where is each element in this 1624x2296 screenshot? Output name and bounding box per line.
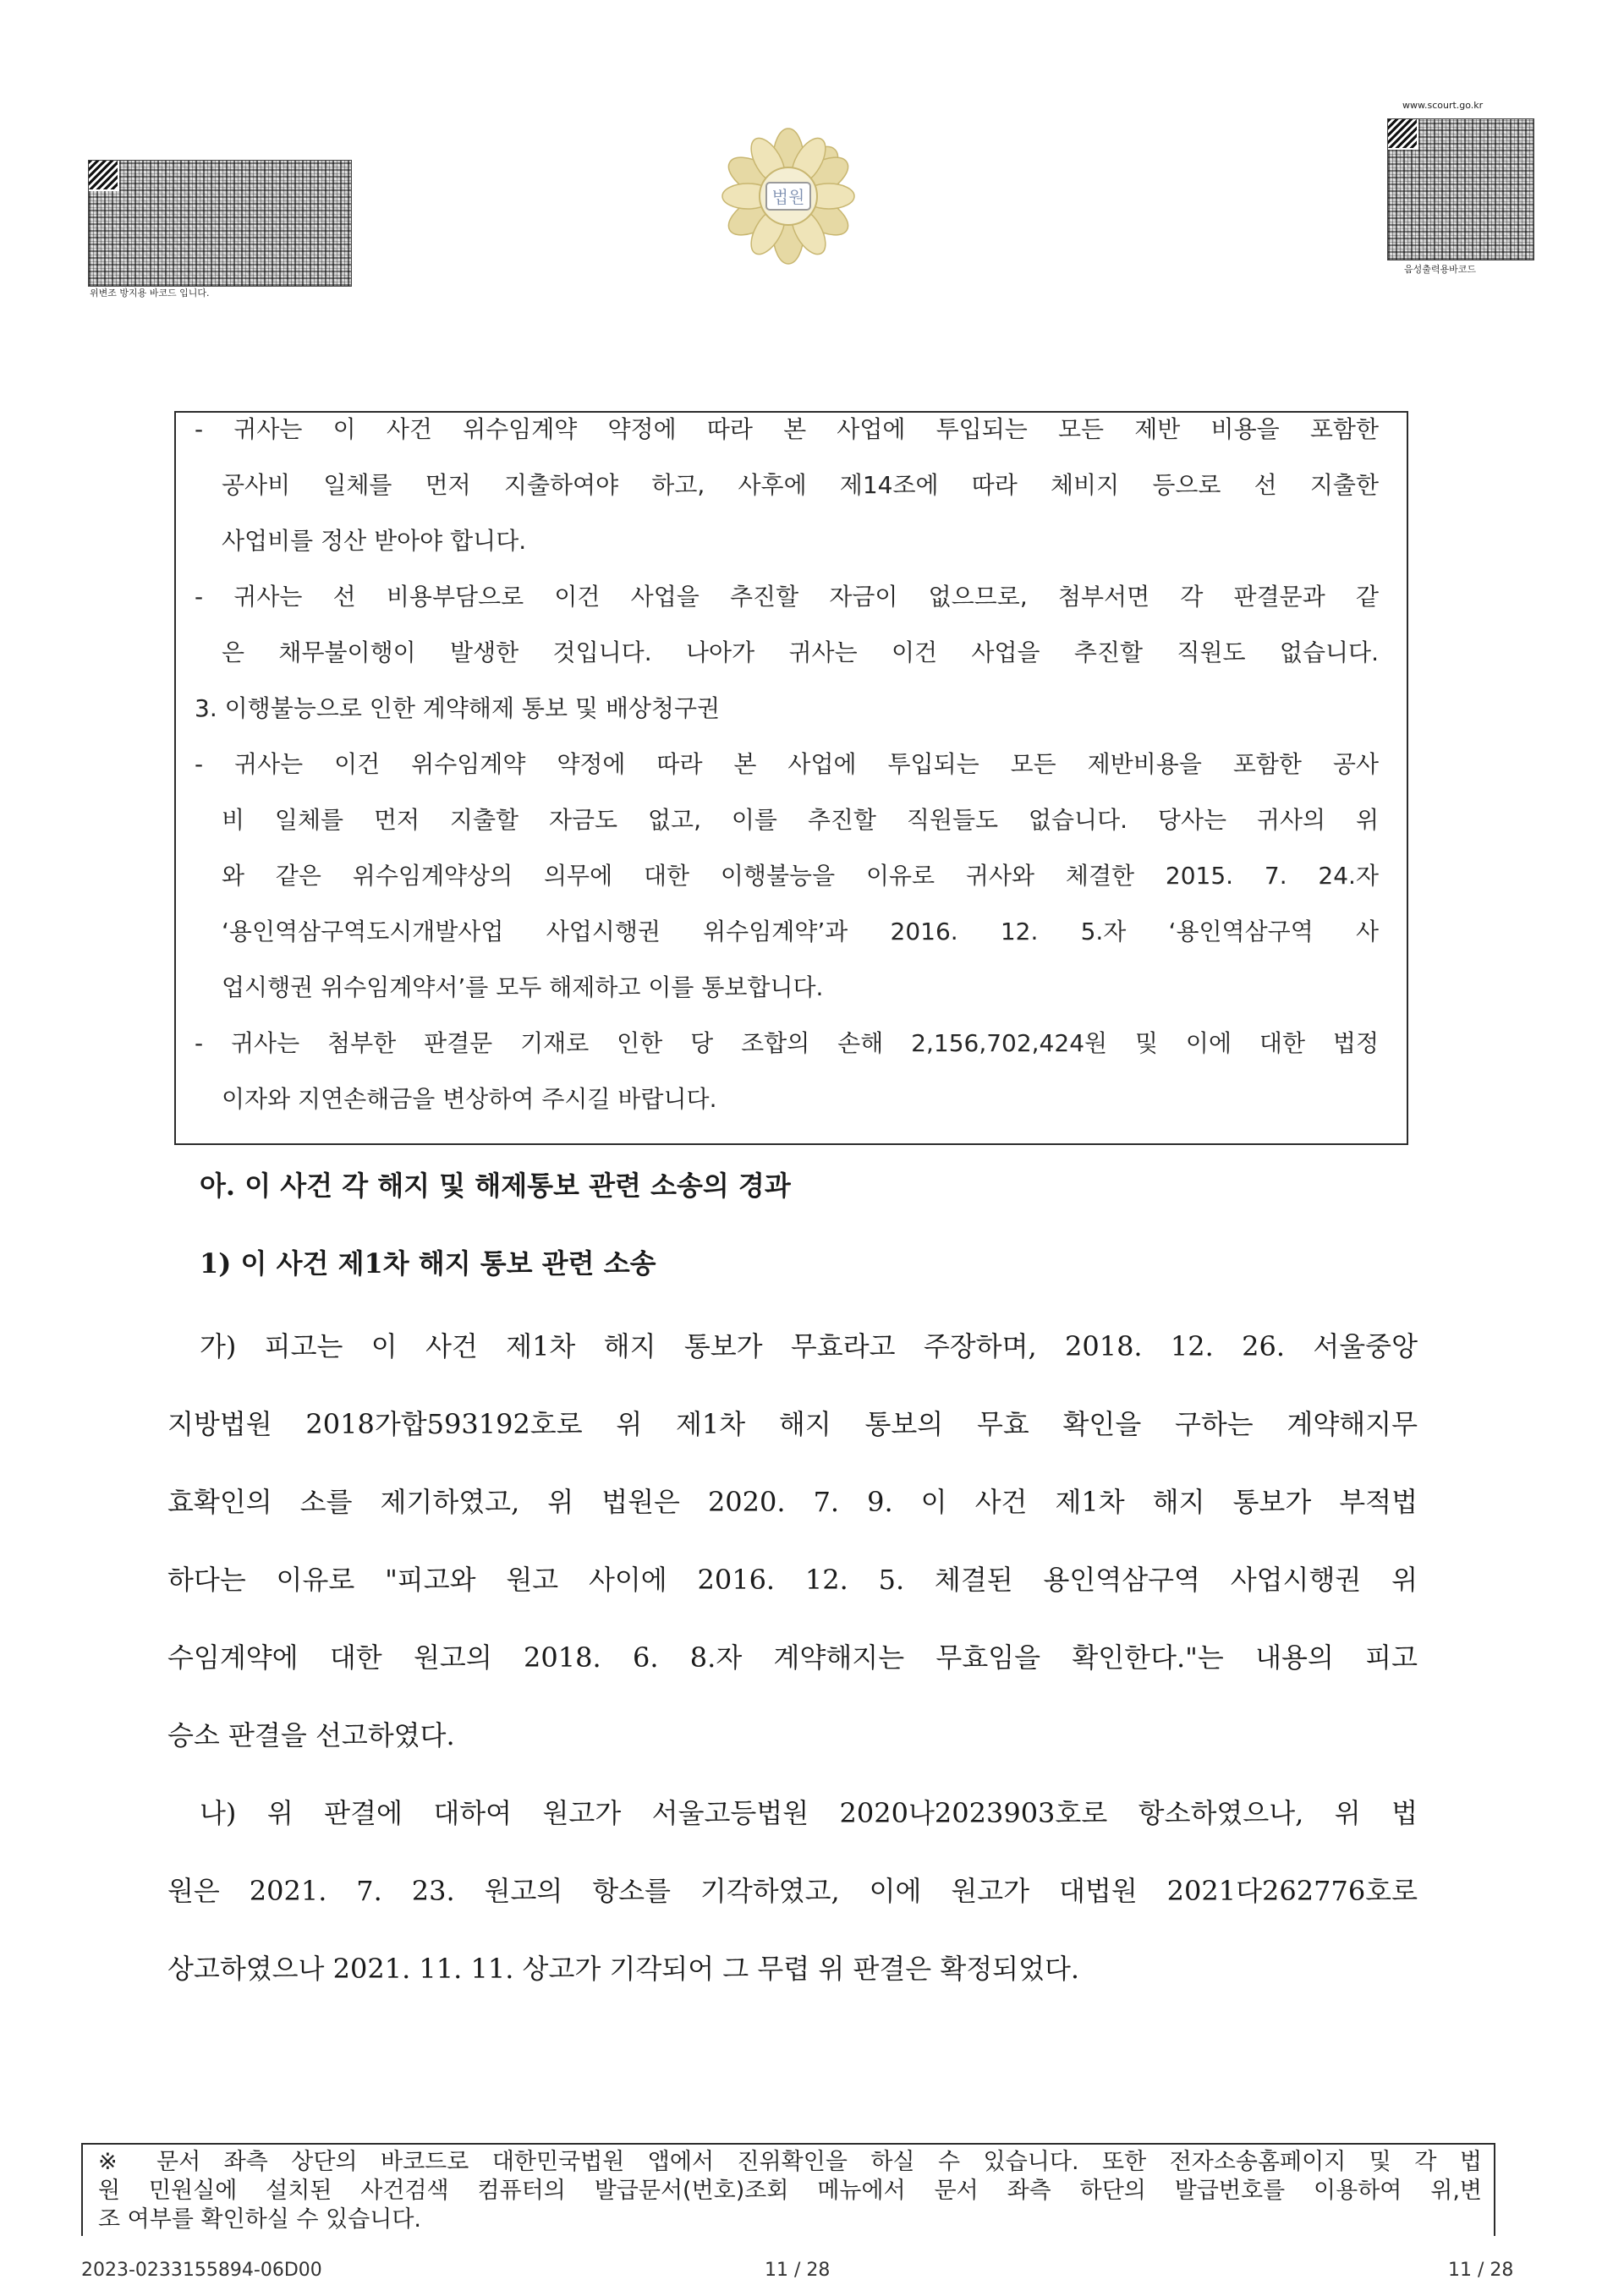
court-emblem-icon [717,125,859,267]
verification-notice-line: 원 민원실에 설치된 사건검색 컴퓨터의 발급문서(번호)조회 메뉴에서 문서 좌측 하단의 발급번호를 이용하여 위,변 [98,2178,1482,2204]
quote-line: - 귀사는 첨부한 판결문 기재로 인한 당 조합의 손해 2,156,702,424원 및 이에 대한 법정 [195,1029,1379,1057]
verification-notice-line: 조 여부를 확인하실 수 있습니다. [98,2206,421,2233]
page-number-right: 11 / 28 [1448,2260,1514,2281]
paragraph-line: 승소 판결을 선고하였다. [167,1719,455,1751]
authenticity-barcode-caption: 위변조 방지용 바코드 입니다. [90,288,210,299]
quote-line: - 귀사는 이 사건 위수임계약 약정에 따라 본 사업에 투입되는 모든 제반 비용을 포함한 [195,415,1379,443]
paragraph-line: 수임계약에 대한 원고의 2018. 6. 8.자 계약해지는 무효임을 확인한다."는 내용의 피고 [167,1641,1418,1674]
quote-line: 은 채무불이행이 발생한 것입니다. 나아가 귀사는 이건 사업을 추진할 직원도 없습니다. [222,638,1379,666]
paragraph-line: 지방법원 2018가합593192호로 위 제1차 해지 통보의 무효 확인을 구하는 계약해지무 [167,1408,1418,1440]
section-heading: 아. 이 사건 각 해지 및 해제통보 관련 소송의 경과 [200,1170,791,1202]
paragraph-line: 가) 피고는 이 사건 제1차 해지 통보가 무효라고 주장하며, 2018. 12. 26. 서울중앙 [200,1330,1418,1362]
verification-notice-box [81,2143,1495,2236]
quote-line: 업시행권 위수임계약서’를 모두 해제하고 이를 통보합니다. [222,973,824,1001]
quote-line: 이자와 지연손해금을 변상하여 주시길 바랍니다. [222,1085,717,1113]
verification-notice-line: ※ 문서 좌측 상단의 바코드로 대한민국법원 앱에서 진위확인을 하실 수 있습니다. 또한 전자소송홈페이지 및 각 법 [98,2149,1482,2175]
subsection-heading: 1) 이 사건 제1차 해지 통보 관련 소송 [200,1247,656,1280]
quote-line: ‘용인역삼구역도시개발사업 사업시행권 위수임계약’과 2016. 12. 5.자 ‘용인역삼구역 사 [222,918,1379,945]
quote-line: 사업비를 정산 받아야 합니다. [222,527,527,555]
paragraph-line: 하다는 이유로 "피고와 원고 사이에 2016. 12. 5. 체결된 용인역삼구역 사업시행권 위 [167,1564,1418,1596]
audio-output-barcode [1387,118,1534,260]
page-number-center: 11 / 28 [765,2260,831,2281]
audio-output-barcode-caption: 음성출력용바코드 [1404,264,1477,275]
paragraph-line: 상고하였으나 2021. 11. 11. 상고가 기각되어 그 무렵 위 판결은 확정되었다. [167,1953,1080,1985]
quote-section-heading: 3. 이행불능으로 인한 계약해제 통보 및 배상청구권 [195,694,721,722]
quote-line: 공사비 일체를 먼저 지출하여야 하고, 사후에 제14조에 따라 체비지 등으로 선 지출한 [222,471,1379,499]
quote-line: - 귀사는 이건 위수임계약 약정에 따라 본 사업에 투입되는 모든 제반비용을 포함한 공사 [195,750,1379,778]
svg-text:법원: 법원 [771,187,805,207]
paragraph-line: 나) 위 판결에 대하여 원고가 서울고등법원 2020나2023903호로 항소하였으나, 위 법 [200,1797,1418,1829]
paragraph-line: 원은 2021. 7. 23. 원고의 항소를 기각하였고, 이에 원고가 대법원 2021다262776호로 [167,1875,1418,1907]
issue-number: 2023-0233155894-06D00 [81,2260,322,2281]
paragraph-line: 효확인의 소를 제기하였고, 위 법원은 2020. 7. 9. 이 사건 제1차 해지 통보가 부적법 [167,1486,1418,1518]
court-website-url: www.scourt.go.kr [1402,100,1484,111]
quote-line: 비 일체를 먼저 지출할 자금도 없고, 이를 추진할 직원들도 없습니다. 당사는 귀사의 위 [222,806,1379,834]
quote-line: 와 같은 위수임계약상의 의무에 대한 이행불능을 이유로 귀사와 체결한 2015. 7. 24.자 [222,862,1380,890]
quote-line: - 귀사는 선 비용부담으로 이건 사업을 추진할 자금이 없으므로, 첨부서면 각 판결문과 같 [195,583,1379,611]
authenticity-barcode [88,160,352,287]
quoted-notice-box [174,411,1408,1145]
